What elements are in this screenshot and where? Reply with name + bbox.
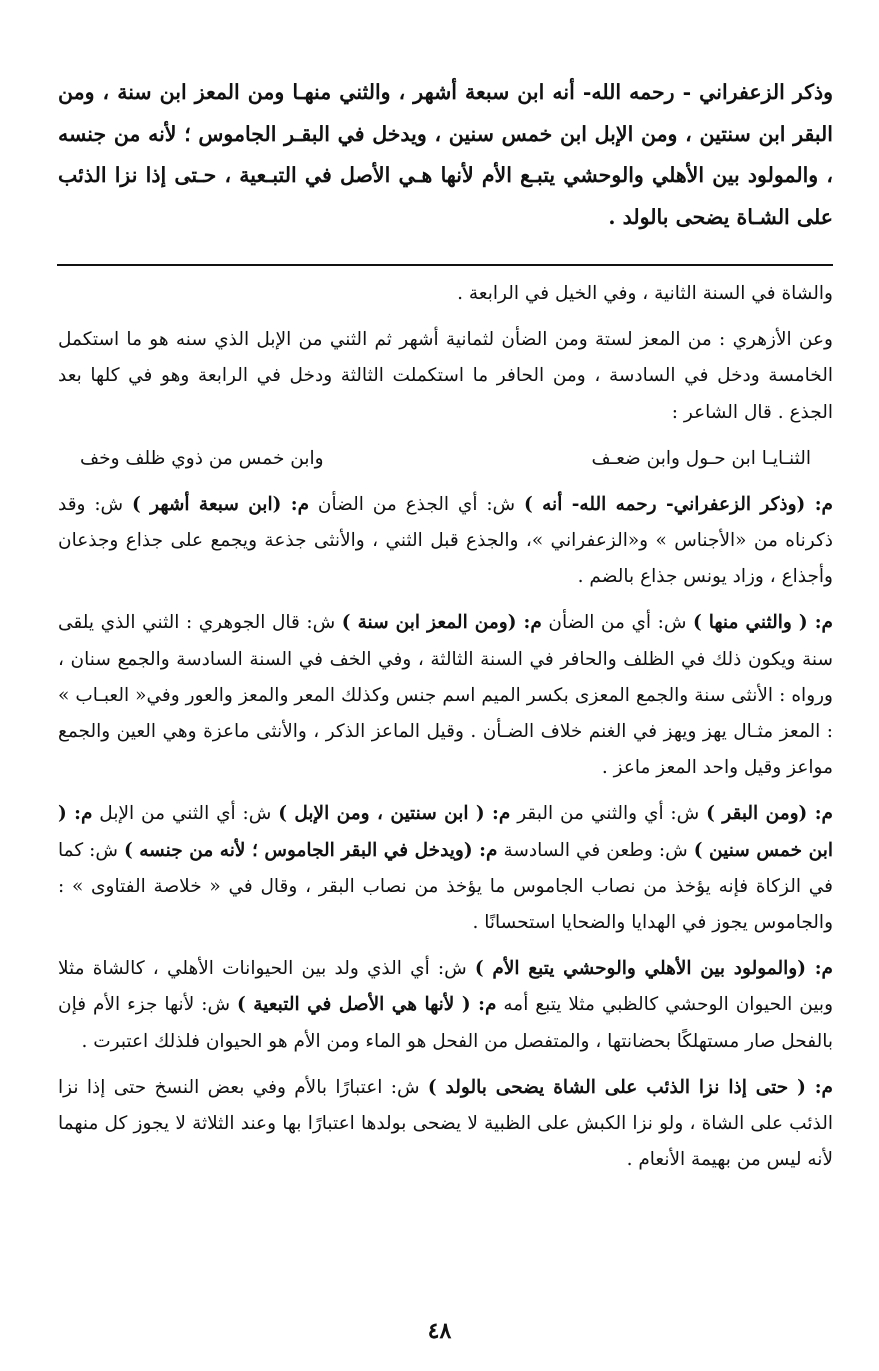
sharh-text: ش: أي والثني من البقر xyxy=(510,803,707,825)
matn-quote: م: (والمولود بين الأهلي والوحشي يتبع الأم ) xyxy=(474,958,833,980)
matn-quote: م: (ابن سبعة أشهر ) xyxy=(131,493,310,515)
verse-first-hemistich: الثنـايـا ابن حـول وابن ضعـف xyxy=(591,447,811,469)
main-text xyxy=(58,72,833,238)
sharh-text: ش: أي من الضأن xyxy=(541,612,693,634)
sharh-text: ش: لأنها جزء الأم فإن بالفحل صار مستهلكًا بحضانتها ، والمتفصل من الفحل هو الماء ومن الأم هو الحيوان فلذلك اعتبرت . xyxy=(58,994,833,1052)
verse-second-hemistich: وابن خمس من ذوي ظلف وخف xyxy=(80,447,324,469)
matn-quote: م: (ويدخل في البقر الجاموس ؛ لأنه من جنسه ) xyxy=(123,839,498,861)
main-paragraph: وذكر الزعفراني - رحمه الله- أنه ابن سبعة أشهر ، والثني منهـا ومن المعز ابن سنة ، ومن البقر ابن سنتين ، ومن الإبل ابن خمس سنين ، ويدخل في البقـر الجاموس ؛ لأنه من جنسه ، والمولود بين الأهلي والوحشي يتبـع الأم لأنها هـي الأصل في التبـعية ، حـتى إذا نزا الذئب على الشـاة يضحى بالولد . xyxy=(58,80,833,229)
poetry-verse xyxy=(80,441,811,477)
commentary-paragraph-6 xyxy=(58,951,833,1060)
matn-quote: م: ( ابن خمس سنين ) xyxy=(58,803,833,861)
commentary-paragraph-1: والشاة في السنة الثانية ، وفي الخيل في الرابعة . xyxy=(457,283,833,304)
separator-rule xyxy=(57,264,833,266)
sharh-text: ش: أي الثني من الإبل xyxy=(92,803,279,825)
sharh-text: ش: وقد ذكرناه من «الأجناس » و«الزعفراني »، والجذع قبل الثني ، والأنثى جذعة ويجمع على جذاع وجذعان وأجذاع ، وزاد يونس جذاع بالضم . xyxy=(58,493,833,588)
matn-quote: م: (ومن البقر ) xyxy=(706,803,833,825)
matn-quote: م: (ومن المعز ابن سنة ) xyxy=(341,612,542,634)
matn-quote: م: ( ابن سنتين ، ومن الإبل ) xyxy=(278,803,511,825)
commentary-paragraph-3 xyxy=(58,487,833,596)
sharh-text: ش: أي الذي ولد بين الحيوانات الأهلي ، كالشاة مثلا وبين الحيوان الوحشي كالظبي مثلا يتبع أمه xyxy=(58,958,834,1016)
sharh-text: ش: اعتبارًا بالأم وفي بعض النسخ حتى إذا نزا الذئب على الشاة ، ولو نزا الكبش على الظبية لا يضحى بولدها اعتبارًا بها وعند الثلاثة لا يجوز كل منهما لأنه ليس من بهيمة الأنعام . xyxy=(58,1076,833,1171)
matn-quote: م: ( حتى إذا نزا الذئب على الشاة يضحى بالولد ) xyxy=(427,1076,834,1098)
page-number: ٤٨ xyxy=(427,1318,452,1344)
sharh-text: ش: أي الجذع من الضأن xyxy=(309,493,524,515)
commentary-paragraph-4 xyxy=(58,605,833,786)
commentary-paragraph-2: وعن الأزهري : من المعز لستة ومن الضأن لثمانية أشهر ثم الثني من الإبل الذي سنه هو ما استكمل الخامسة ودخل في السادسة ، ومن الحافر ما استكملت الثالثة ودخل في الرابعة وهو في كلها بعد الجذع . قال الشاعر : xyxy=(58,329,833,423)
sharh-text: ش: قال الجوهري : الثني الذي يلقى سنة ويكون ذلك في الظلف والحافر في السنة الثالثة ، وفي الخف في السنة السادسة والجمع سنان ، ورواه : الأنثى سنة والجمع المعزى بكسر الميم اسم جنس وكذلك المعر والمعز والعور وفي« العبـاب » : المعز مثـال يهز ويهز في الغنم خلاف الضـأن . وقيل الماعز الذكر ، والأنثى ماعزة وهي العين والجمع مواعز وقيل واحد المعز ماعز . xyxy=(58,612,833,779)
matn-quote: م: (وذكر الزعفراني- رحمه الله- أنه ) xyxy=(523,493,833,515)
commentary xyxy=(58,276,833,1178)
book-page xyxy=(58,72,833,1188)
commentary-paragraph-7 xyxy=(58,1070,833,1179)
matn-quote: م: ( لأنها هي الأصل في التبعية ) xyxy=(236,994,497,1016)
commentary-paragraph-5 xyxy=(58,796,833,941)
matn-quote: م: ( والثني منها ) xyxy=(692,612,834,634)
sharh-text: ش: كما في الزكاة فإنه يؤخذ من نصاب الجاموس ما يؤخذ من نصاب البقر ، وقال في « خلاصة الفتاوى » : والجاموس يجوز في الهدايا والضحايا استحسانًا . xyxy=(58,839,833,934)
sharh-text: ش: وطعن في السادسة xyxy=(497,839,694,861)
